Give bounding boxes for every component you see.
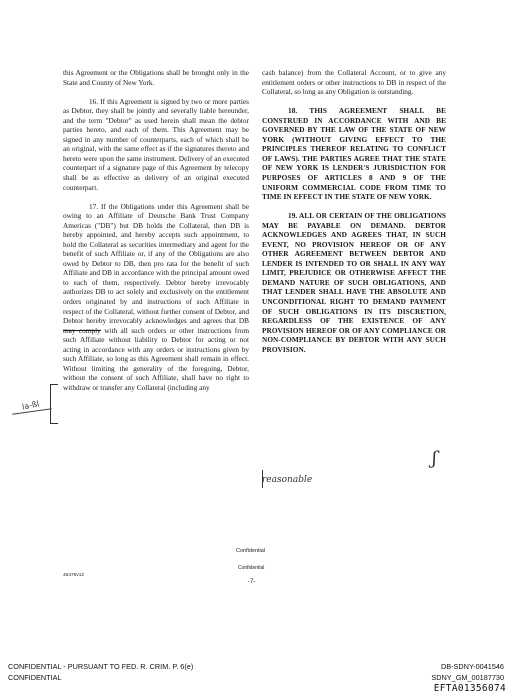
handwritten-signature: reasonable	[262, 475, 313, 485]
paragraph-intro: this Agreement or the Obligations shall be brought only in the State and County of New York.	[63, 68, 249, 87]
footer-confidential-notice: CONFIDENTIAL - PURSUANT TO FED. R. CRIM. P. 6(e)	[8, 662, 194, 671]
right-column	[262, 68, 446, 354]
paragraph-18: 18. THIS AGREEMENT SHALL BE CONSTRUED IN ACCORDANCE WITH AND BE GOVERNED BY THE LAW OF THE STATE OF NEW YORK (WITHOUT GIVING EFFECT TO THE PRINCIPLES THEREOF RELATING TO CONFLICT OF LAWS). THE PARTIES AGREE THAT THE STATE OF NEW YORK IS LENDER'S JURISDICTION FOR PURPOSES OF ARTICLES 8 AND 9 OF THE UNIFORM COMMERCIAL CODE FROM TIME TO TIME IN EFFECT IN THE STATE OF NEW YORK.	[262, 106, 446, 202]
document-number: 46478v12	[63, 573, 85, 578]
paragraph-17	[63, 202, 249, 393]
page-number: -7-	[248, 579, 256, 585]
margin-bracket	[50, 384, 58, 424]
paragraph-continued: cash balance) from the Collateral Account, or to give any entitlement orders or other instructions to DB in respect of the Collateral, so long as any Obligation is outstanding.	[262, 68, 446, 97]
footer-bates-sdny: SDNY_GM_00187730	[431, 673, 504, 682]
footer-bates-efta: EFTA01356074	[433, 683, 506, 694]
paragraph-17-part1: 17. If the Obligations under this Agreement shall be owing to an Affiliate of Deutsche Bank Trust Company Americas ("DB") but DB holds the Collateral, then DB is hereby appointed, and hereby accepts such appointment, to hold the Collateral as securities intermediary and agent for the benefit of such Affiliate or, if any of the Obligations are also owed by Debtor to DB, then pro rata for the benefit of such Affiliate and DB in accordance with the principal amount owed to each of them, respectively. Debtor hereby irrevocably authorizes DB to act solely and exclusively on the entitlement orders originated by and instructions of such Affiliate in respect of the Collateral, without further consent of Debtor, and Debtor hereby irrevocably acknowledges and agrees that DB	[63, 201, 249, 326]
confidential-stamp-2: Confidential	[238, 565, 265, 571]
paragraph-19: 19. ALL OR CERTAIN OF THE OBLIGATIONS MAY BE PAYABLE ON DEMAND. DEBTOR ACKNOWLEDGES AND AGREES THAT, IN SUCH EVENT, NO PROVISION HEREOF OR OF ANY OTHER AGREEMENT BETWEEN DEBTOR AND LENDER IS INTENDED TO OR SHALL IN ANY WAY LIMIT, PREJUDICE OR OTHERWISE AFFECT THE DEMAND NATURE OF SUCH OBLIGATIONS, AND THAT LENDER SHALL HAVE THE ABSOLUTE AND UNCONDITIONAL RIGHT TO DEMAND PAYMENT OF SUCH OBLIGATIONS IN ITS DISCRETION, REGARDLESS OF THE EXISTENCE OF ANY PROVISION HEREOF OR OF ANY COMPLIANCE OR NON-COMPLIANCE BY DEBTOR WITH ANY SUCH PROVISION.	[262, 211, 446, 354]
handwritten-margin-note: la-ßl	[21, 399, 41, 412]
strikethrough-text: may comply	[63, 325, 101, 335]
paragraph-16: 16. If this Agreement is signed by two or more parties as Debtor, they shall be jointly and severally liable hereunder, and the term "Debtor" as used herein shall mean the debtor parties hereto, and each of them. This Agreement may be signed in any number of counterparts, each of which shall be an original, with the same effect as if the signatures thereto and hereto were upon the same instrument. Delivery of an executed counterpart of a signature page of this Agreement by telecopy shall be as effective as delivery of an original executed counterpart.	[63, 96, 249, 192]
left-column	[63, 68, 249, 393]
footer-confidential: CONFIDENTIAL	[8, 673, 62, 682]
confidential-stamp-1: Confidential	[236, 548, 266, 554]
paragraph-17-part2: with all such orders or other instructions from such Affiliate without liability to Debtor for acting or not acting in accordance with any orders or instructions given by such Affiliate, so long as this Agreement shall remain in effect. Without limiting the generality of the foregoing, Debtor, without the consent of such Affiliate, shall have no right to withdraw or transfer any Collateral (including any	[63, 325, 249, 392]
handwritten-initial: ʃ	[432, 448, 437, 469]
footer-bates-db: DB-SDNY-0041546	[440, 662, 504, 671]
